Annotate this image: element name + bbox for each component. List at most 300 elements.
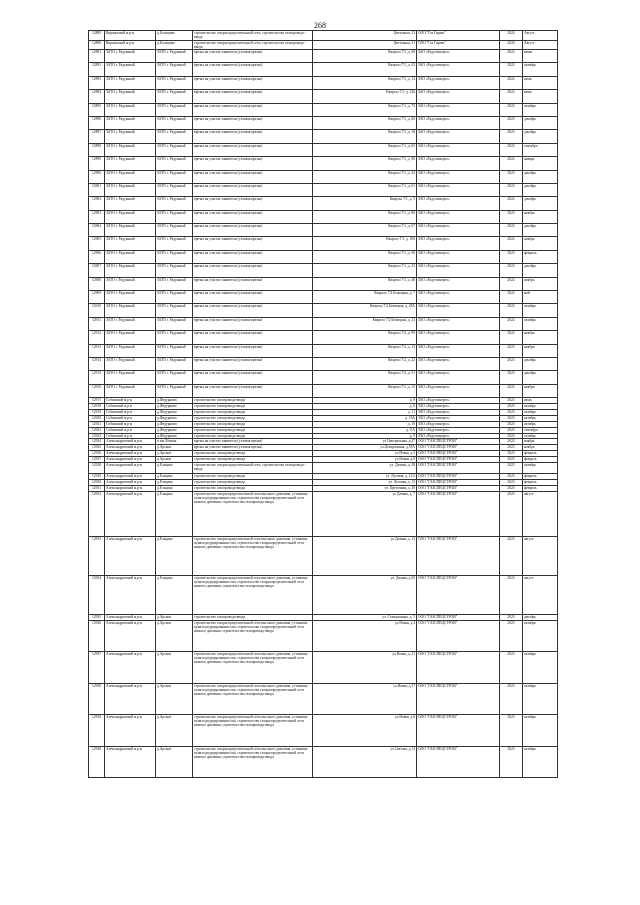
month-cell: июнь	[523, 50, 558, 63]
organization-cell: ООО "ГАЗСПЕЦСТРОЙ"	[417, 457, 500, 463]
year-cell: 2022	[500, 197, 523, 210]
address-cell: ул. Станционная, д. 5	[313, 614, 417, 620]
year-cell: 2023	[500, 445, 523, 451]
district-cell: Александровский м.р-н	[105, 485, 156, 491]
locality-cell: ЗАТО г. Радужный	[156, 116, 193, 129]
row-number-cell: 12913	[89, 344, 105, 357]
district-cell: Александровский м.р-н	[105, 451, 156, 457]
organization-cell: ЗАО «Радугаэнерго»	[417, 398, 500, 404]
work-type-cell: врезка на участке заявителя (узловая врезка)	[193, 63, 313, 76]
locality-cell: д.Федурново	[156, 398, 193, 404]
address-cell: Квартал 7/2 Бежецкая, д. 23	[313, 317, 417, 330]
year-cell: 2022	[500, 50, 523, 63]
organization-cell: ЗАО «Радугаэнерго»	[417, 304, 500, 317]
year-cell: 2023	[500, 652, 523, 684]
month-cell: декабрь	[523, 224, 558, 237]
table-row	[89, 620, 558, 652]
district-cell: Александровский м.р-н	[105, 445, 156, 451]
district-cell: Собинский м.р-н	[105, 398, 156, 404]
locality-cell: ЗАТО г. Радужный	[156, 210, 193, 223]
year-cell: 2023	[500, 415, 523, 421]
month-cell: ноябрь	[523, 439, 558, 445]
month-cell: ноябрь	[523, 384, 558, 397]
work-type-cell: врезка на участке заявителя (узловая врезка)	[193, 116, 313, 129]
year-cell: 2022	[500, 237, 523, 250]
address-cell: ул. Луговая, д. 11/2	[313, 473, 417, 479]
row-number-cell: 12920	[89, 415, 105, 421]
locality-cell: д.Федурново	[156, 415, 193, 421]
organization-cell: ЗАО «Радугаэнерго»	[417, 90, 500, 103]
organization-cell: ООО "ГАЗСПЕЦСТРОЙ"	[417, 715, 500, 747]
month-cell: май	[523, 291, 558, 304]
locality-cell: д.Федурново	[156, 409, 193, 415]
locality-cell: ЗАТО г. Радужный	[156, 183, 193, 196]
district-cell: ЗАТО г. Радужный	[105, 317, 156, 330]
year-cell: 2023	[500, 427, 523, 433]
organization-cell: ЗАО «Радугаэнерго»	[417, 143, 500, 156]
month-cell: октябрь	[523, 304, 558, 317]
district-cell: Собинский м.р-н	[105, 433, 156, 439]
work-type-cell: строительство газопровода-ввода	[193, 457, 313, 463]
address-cell: Квартал 7/2, д. 51	[313, 371, 417, 384]
locality-cell: д.Арсаки	[156, 715, 193, 747]
organization-cell: ЗАО «Радугаэнерго»	[417, 415, 500, 421]
organization-cell: ООО "ГАЗСПЕЦСТРОЙ"	[417, 462, 500, 473]
row-number-cell: 12892	[89, 63, 105, 76]
address-cell: Квартал 7/2, д. 13	[313, 344, 417, 357]
month-cell: Август	[523, 40, 558, 50]
month-cell: февраль	[523, 457, 558, 463]
district-cell: ЗАТО г. Радужный	[105, 63, 156, 76]
locality-cell: д.Федурново	[156, 433, 193, 439]
row-number-cell: 12900	[89, 170, 105, 183]
month-cell: ноябрь	[523, 210, 558, 223]
locality-cell: д.Ельцино	[156, 462, 193, 473]
district-cell: Александровский м.р-н	[105, 457, 156, 463]
work-type-cell: строительство газораспределительной сети высокого давления, установка пункта редуцирования газа, строительство газораспределительной сети низкого давления, строительство газопровода-ввода	[193, 536, 313, 575]
organization-cell: ООО "ГАЗСПЕЦСТРОЙ"	[417, 445, 500, 451]
year-cell: 2022	[500, 224, 523, 237]
locality-cell: ЗАТО г. Радужный	[156, 143, 193, 156]
row-number-cell: 12929	[89, 473, 105, 479]
organization-cell: ЗАО «Радугаэнерго»	[417, 50, 500, 63]
organization-cell: ЗАО «Радугаэнерго»	[417, 116, 500, 129]
organization-cell: ООО "ГАЗСПЕЦСТРОЙ"	[417, 652, 500, 684]
year-cell: 2023	[500, 485, 523, 491]
year-cell: 2023	[500, 620, 523, 652]
district-cell: ЗАТО г. Радужный	[105, 50, 156, 63]
locality-cell: д.Ельцино	[156, 479, 193, 485]
address-cell: Цветочная, 23	[313, 31, 417, 41]
year-cell: 2022	[500, 103, 523, 116]
work-type-cell: строительство газораспределительной сети высокого давления, установка пункта редуцирования газа, строительство газораспределительной сети низкого давления, строительство газопровода-ввода	[193, 715, 313, 747]
address-cell: ул.Новая, д.4	[313, 620, 417, 652]
locality-cell: ЗАТО г. Радужный	[156, 317, 193, 330]
address-cell: Квартал 7/1, д. 68	[313, 50, 417, 63]
organization-cell: ЗАО «Радугаэнерго»	[417, 210, 500, 223]
work-type-cell: врезка на участке заявителя (узловая врезка)	[193, 344, 313, 357]
address-cell: Квартал 7/1, д. 126	[313, 90, 417, 103]
year-cell: 2023	[500, 536, 523, 575]
row-number-cell: 12923	[89, 433, 105, 439]
month-cell: февраль	[523, 479, 558, 485]
work-type-cell: врезка на участке заявителя (узловая врезка)	[193, 445, 313, 451]
year-cell: 2022	[500, 304, 523, 317]
work-type-cell: строительство газопровода-ввода	[193, 473, 313, 479]
work-type-cell: строительство газораспределительной сети высокого давления, установка пункта редуцирования газа, строительство газораспределительной сети низкого давления, строительство газопровода-ввода	[193, 491, 313, 536]
organization-cell: ООО "ГАЗСПЕЦСТРОЙ"	[417, 491, 500, 536]
work-type-cell: врезка на участке заявителя (узловая врезка)	[193, 157, 313, 170]
locality-cell: ЗАТО г. Радужный	[156, 50, 193, 63]
month-cell: февраль	[523, 250, 558, 263]
month-cell: октябрь	[523, 63, 558, 76]
year-cell: 2022	[500, 277, 523, 290]
locality-cell: п.им.Лёнина	[156, 439, 193, 445]
row-number-cell: 12903	[89, 210, 105, 223]
address-cell: Квартал 7/1, д. 67	[313, 224, 417, 237]
row-number-cell: 12906	[89, 250, 105, 263]
district-cell: Собинский м.р-н	[105, 421, 156, 427]
table-row	[89, 183, 558, 196]
address-cell: ул.Новая, д.9	[313, 457, 417, 463]
month-cell: октябрь	[523, 715, 558, 747]
table-row	[89, 291, 558, 304]
month-cell: сентябрь	[523, 143, 558, 156]
organization-cell: ЗАО «Радугаэнерго»	[417, 421, 500, 427]
locality-cell: ЗАТО г. Радужный	[156, 76, 193, 89]
district-cell: Александровский м.р-н	[105, 715, 156, 747]
table-row	[89, 331, 558, 344]
organization-cell: ЗАО «Радугаэнерго»	[417, 344, 500, 357]
work-type-cell: врезка на участке заявителя (узловая врезка)	[193, 264, 313, 277]
year-cell: 2023	[500, 183, 523, 196]
district-cell: ЗАТО г. Радужный	[105, 183, 156, 196]
month-cell: август	[523, 536, 558, 575]
address-cell: д. 8	[313, 398, 417, 404]
address-cell: ул.Дачная, д. 7	[313, 491, 417, 536]
work-type-cell: врезка на участке заявителя (узловая врезка)	[193, 103, 313, 116]
organization-cell: ЗАО «Радугаэнерго»	[417, 384, 500, 397]
organization-cell: ЗАО «Радугаэнерго»	[417, 63, 500, 76]
district-cell: Собинский м.р-н	[105, 427, 156, 433]
organization-cell: ЗАО «Радугаэнерго»	[417, 76, 500, 89]
organization-cell: ЗАО «Радугаэнерго»	[417, 183, 500, 196]
organization-cell: ООО "ГАЗСПЕЦСТРОЙ"	[417, 451, 500, 457]
locality-cell: ЗАТО г. Радужный	[156, 237, 193, 250]
district-cell: ЗАТО г. Радужный	[105, 210, 156, 223]
locality-cell: ЗАТО г. Радужный	[156, 384, 193, 397]
month-cell: ноябрь	[523, 344, 558, 357]
year-cell: 2023	[500, 130, 523, 143]
year-cell: 2023	[500, 746, 523, 778]
district-cell: Киржачский м.р-н	[105, 40, 156, 50]
table-row	[89, 715, 558, 747]
table-row	[89, 31, 558, 41]
row-number-cell: 12898	[89, 143, 105, 156]
year-cell: 2023	[500, 250, 523, 263]
row-number-cell: 12893	[89, 76, 105, 89]
district-cell: ЗАТО г. Радужный	[105, 143, 156, 156]
work-type-cell: строительство газопровода-ввода	[193, 415, 313, 421]
row-number-cell: 12918	[89, 404, 105, 410]
table-row	[89, 197, 558, 210]
year-cell: 2022	[500, 331, 523, 344]
district-cell: Александровский м.р-н	[105, 491, 156, 536]
row-number-cell: 12916	[89, 384, 105, 397]
locality-cell: ЗАТО г. Радужный	[156, 170, 193, 183]
table-row	[89, 50, 558, 63]
year-cell: 2023	[500, 371, 523, 384]
year-cell: 2023	[500, 575, 523, 614]
row-number-cell: 12938	[89, 683, 105, 715]
year-cell: 2023	[500, 451, 523, 457]
locality-cell: д.Арсаки	[156, 746, 193, 778]
row-number-cell: 12928	[89, 462, 105, 473]
table-row	[89, 371, 558, 384]
year-cell: 2023	[500, 170, 523, 183]
work-type-cell: строительство газопровода-ввода	[193, 404, 313, 410]
month-cell: август	[523, 575, 558, 614]
district-cell: Александровский м.р-н	[105, 683, 156, 715]
row-number-cell: 12926	[89, 451, 105, 457]
address-cell: Квартал 7/2, д. 99	[313, 331, 417, 344]
month-cell: февраль	[523, 473, 558, 479]
work-type-cell: строительство газораспределительной сети, строительство газопровода-ввода	[193, 31, 313, 41]
table-row	[89, 63, 558, 76]
work-type-cell: врезка на участке заявителя (узловая врезка)	[193, 76, 313, 89]
year-cell: 2023	[500, 398, 523, 404]
month-cell: октябрь	[523, 404, 558, 410]
table-row	[89, 157, 558, 170]
district-cell: Александровский м.р-н	[105, 536, 156, 575]
district-cell: Александровский м.р-н	[105, 652, 156, 684]
address-cell: Квартал 7/1, д. 50	[313, 250, 417, 263]
address-cell: Квартал 7/1, д. 48	[313, 277, 417, 290]
table-row	[89, 40, 558, 50]
year-cell: 2022	[500, 76, 523, 89]
district-cell: ЗАТО г. Радужный	[105, 76, 156, 89]
month-cell: январь	[523, 157, 558, 170]
row-number-cell: 12899	[89, 157, 105, 170]
address-cell: Квартал 7/2 Бежецкая, д. 28А	[313, 304, 417, 317]
work-type-cell: врезка на участке заявителя (узловая врезка)	[193, 250, 313, 263]
district-cell: ЗАТО г. Радужный	[105, 357, 156, 370]
district-cell: ЗАТО г. Радужный	[105, 157, 156, 170]
year-cell: 2023	[500, 457, 523, 463]
district-cell: Собинский м.р-н	[105, 409, 156, 415]
row-number-cell: 12896	[89, 116, 105, 129]
organization-cell: ООО "ГАЗСПЕЦСТРОЙ"	[417, 683, 500, 715]
district-cell: ЗАТО г. Радужный	[105, 116, 156, 129]
organization-cell: ЗАО «Радугаэнерго»	[417, 433, 500, 439]
table-row	[89, 575, 558, 614]
row-number-cell: 12922	[89, 427, 105, 433]
table-row	[89, 317, 558, 330]
work-type-cell: врезка на участке заявителя (узловая врезка)	[193, 331, 313, 344]
month-cell: октябрь	[523, 746, 558, 778]
year-cell: 2023	[500, 421, 523, 427]
organization-cell: ЗАО «Радугаэнерго»	[417, 237, 500, 250]
address-cell: Квартал 7/1, д. 96	[313, 157, 417, 170]
row-number-cell: 12932	[89, 491, 105, 536]
locality-cell: ЗАТО г. Радужный	[156, 130, 193, 143]
district-cell: Александровский м.р-н	[105, 462, 156, 473]
locality-cell: ЗАТО г. Радужный	[156, 63, 193, 76]
row-number-cell: 12927	[89, 457, 105, 463]
work-type-cell: строительство газопровода-ввода	[193, 451, 313, 457]
row-number-cell: 12912	[89, 331, 105, 344]
year-cell: 2023	[500, 433, 523, 439]
month-cell: октябрь	[523, 317, 558, 330]
locality-cell: д.Арсаки	[156, 652, 193, 684]
organization-cell: ООО "ГАЗСПЕЦСТРОЙ"	[417, 620, 500, 652]
row-number-cell: 12911	[89, 317, 105, 330]
month-cell: октябрь	[523, 462, 558, 473]
organization-cell: ООО "ГАЗСПЕЦСТРОЙ"	[417, 614, 500, 620]
year-cell: 2023	[500, 462, 523, 473]
work-type-cell: строительство газораспределительной сети высокого давления, установка пункта редуцирования газа, строительство газораспределительной сети низкого давления, строительство газопровода-ввода	[193, 683, 313, 715]
work-type-cell: врезка на участке заявителя (узловая врезка)	[193, 384, 313, 397]
work-type-cell: врезка на участке заявителя (узловая врезка)	[193, 237, 313, 250]
organization-cell: ЗАО «Радугаэнерго»	[417, 317, 500, 330]
organization-cell: ООО "ГАЗСПЕЦСТРОЙ"	[417, 479, 500, 485]
address-cell: ул. Цветочная, д. 28	[313, 485, 417, 491]
address-cell: Квартал 7/2, д. 22	[313, 357, 417, 370]
gasification-register-table	[88, 30, 558, 778]
row-number-cell: 12890	[89, 40, 105, 50]
address-cell: д. 9 А	[313, 427, 417, 433]
organization-cell: ООО "ГАЗСПЕЦСТРОЙ"	[417, 536, 500, 575]
month-cell: ноябрь	[523, 277, 558, 290]
month-cell: октябрь	[523, 683, 558, 715]
work-type-cell: врезка на участке заявителя (узловая врезка)	[193, 277, 313, 290]
work-type-cell: врезка на участке заявителя (узловая врезка)	[193, 291, 313, 304]
locality-cell: д.Босищево	[156, 40, 193, 50]
row-number-cell: 12919	[89, 409, 105, 415]
locality-cell: д.Федурново	[156, 421, 193, 427]
month-cell: декабрь	[523, 614, 558, 620]
row-number-cell: 12917	[89, 398, 105, 404]
work-type-cell: строительство газопровода-ввода	[193, 421, 313, 427]
district-cell: Александровский м.р-н	[105, 746, 156, 778]
locality-cell: ЗАТО г. Радужный	[156, 250, 193, 263]
organization-cell: ООО "Газ Гарант"	[417, 31, 500, 41]
year-cell: 2023	[500, 264, 523, 277]
address-cell: Квартал 7/1, д. 65	[313, 143, 417, 156]
address-cell: ул. Дачная, д.20	[313, 575, 417, 614]
organization-cell: ЗАО «Радугаэнерго»	[417, 157, 500, 170]
month-cell: декабрь	[523, 183, 558, 196]
year-cell: 2023	[500, 404, 523, 410]
month-cell: июль	[523, 76, 558, 89]
row-number-cell: 12908	[89, 277, 105, 290]
month-cell: август	[523, 491, 558, 536]
work-type-cell: строительство газопровода-ввода	[193, 614, 313, 620]
year-cell: 2022	[500, 384, 523, 397]
locality-cell: д.Арсаки	[156, 620, 193, 652]
work-type-cell: строительство газопровода-ввода	[193, 433, 313, 439]
address-cell: д. 11	[313, 409, 417, 415]
locality-cell: ЗАТО г. Радужный	[156, 264, 193, 277]
locality-cell: д.Арсаки	[156, 445, 193, 451]
table-row	[89, 103, 558, 116]
month-cell: декабрь	[523, 170, 558, 183]
table-row	[89, 264, 558, 277]
address-cell: Квартал 7/1, д. 61	[313, 183, 417, 196]
work-type-cell: строительство газопровода-ввода	[193, 398, 313, 404]
month-cell: февраль	[523, 451, 558, 457]
year-cell: 2022	[500, 157, 523, 170]
address-cell: ул.Новая, д.3	[313, 451, 417, 457]
table-row	[89, 462, 558, 473]
row-number-cell: 12934	[89, 575, 105, 614]
locality-cell: д.Арсаки	[156, 683, 193, 715]
district-cell: Александровский м.р-н	[105, 614, 156, 620]
work-type-cell: врезка на участке заявителя (узловая врезка)	[193, 371, 313, 384]
locality-cell: ЗАТО г. Радужный	[156, 197, 193, 210]
year-cell: 2023	[500, 715, 523, 747]
district-cell: ЗАТО г. Радужный	[105, 291, 156, 304]
organization-cell: ЗАО «Радугаэнерго»	[417, 170, 500, 183]
work-type-cell: врезка на участке заявителя (узловая врезка)	[193, 130, 313, 143]
table-row	[89, 90, 558, 103]
address-cell: Квартал 7/1, д. 72	[313, 103, 417, 116]
district-cell: ЗАТО г. Радужный	[105, 344, 156, 357]
work-type-cell: врезка на участке заявителя (узловая врезка)	[193, 50, 313, 63]
district-cell: ЗАТО г. Радужный	[105, 331, 156, 344]
organization-cell: ЗАО «Радугаэнерго»	[417, 291, 500, 304]
row-number-cell: 12894	[89, 90, 105, 103]
work-type-cell: строительство газораспределительной сети высокого давления, установка пункта редуцирования газа, строительство газораспределительной сети низкого давления, строительство газопровода-ввода	[193, 652, 313, 684]
row-number-cell: 12907	[89, 264, 105, 277]
locality-cell: д.Ельцино	[156, 575, 193, 614]
month-cell: февраль	[523, 485, 558, 491]
address-cell: ул.Светлая, д.13	[313, 746, 417, 778]
locality-cell: д.Ельцино	[156, 473, 193, 479]
locality-cell: д.Арсаки	[156, 614, 193, 620]
month-cell: ноябрь	[523, 237, 558, 250]
table-row	[89, 116, 558, 129]
district-cell: ЗАТО г. Радужный	[105, 371, 156, 384]
district-cell: ЗАТО г. Радужный	[105, 277, 156, 290]
organization-cell: ЗАО «Радугаэнерго»	[417, 224, 500, 237]
district-cell: ЗАТО г. Радужный	[105, 384, 156, 397]
work-type-cell: врезка на участке заявителя (узловая врезка)	[193, 224, 313, 237]
organization-cell: ЗАО «Радугаэнерго»	[417, 357, 500, 370]
row-number-cell: 12925	[89, 445, 105, 451]
work-type-cell: врезка на участке заявителя (узловая врезка)	[193, 170, 313, 183]
organization-cell: ООО "ГАЗСПЕЦСТРОЙ"	[417, 485, 500, 491]
table-row	[89, 652, 558, 684]
work-type-cell: врезка на участке заявителя (узловая врезка)	[193, 90, 313, 103]
district-cell: Киржачский м.р-н	[105, 31, 156, 41]
table-row	[89, 143, 558, 156]
row-number-cell: 12915	[89, 371, 105, 384]
district-cell: Александровский м.р-н	[105, 439, 156, 445]
work-type-cell: врезка на участке заявителя (узловая врезка)	[193, 197, 313, 210]
locality-cell: д.Ельцино	[156, 485, 193, 491]
row-number-cell: 12937	[89, 652, 105, 684]
locality-cell: ЗАТО г. Радужный	[156, 103, 193, 116]
locality-cell: ЗАТО г. Радужный	[156, 304, 193, 317]
month-cell: июль	[523, 90, 558, 103]
district-cell: Александровский м.р-н	[105, 473, 156, 479]
year-cell: 2022	[500, 439, 523, 445]
row-number-cell: 12935	[89, 614, 105, 620]
district-cell: Александровский м.р-н	[105, 479, 156, 485]
locality-cell: ЗАТО г. Радужный	[156, 277, 193, 290]
organization-cell: ЗАО «Радугаэнерго»	[417, 277, 500, 290]
